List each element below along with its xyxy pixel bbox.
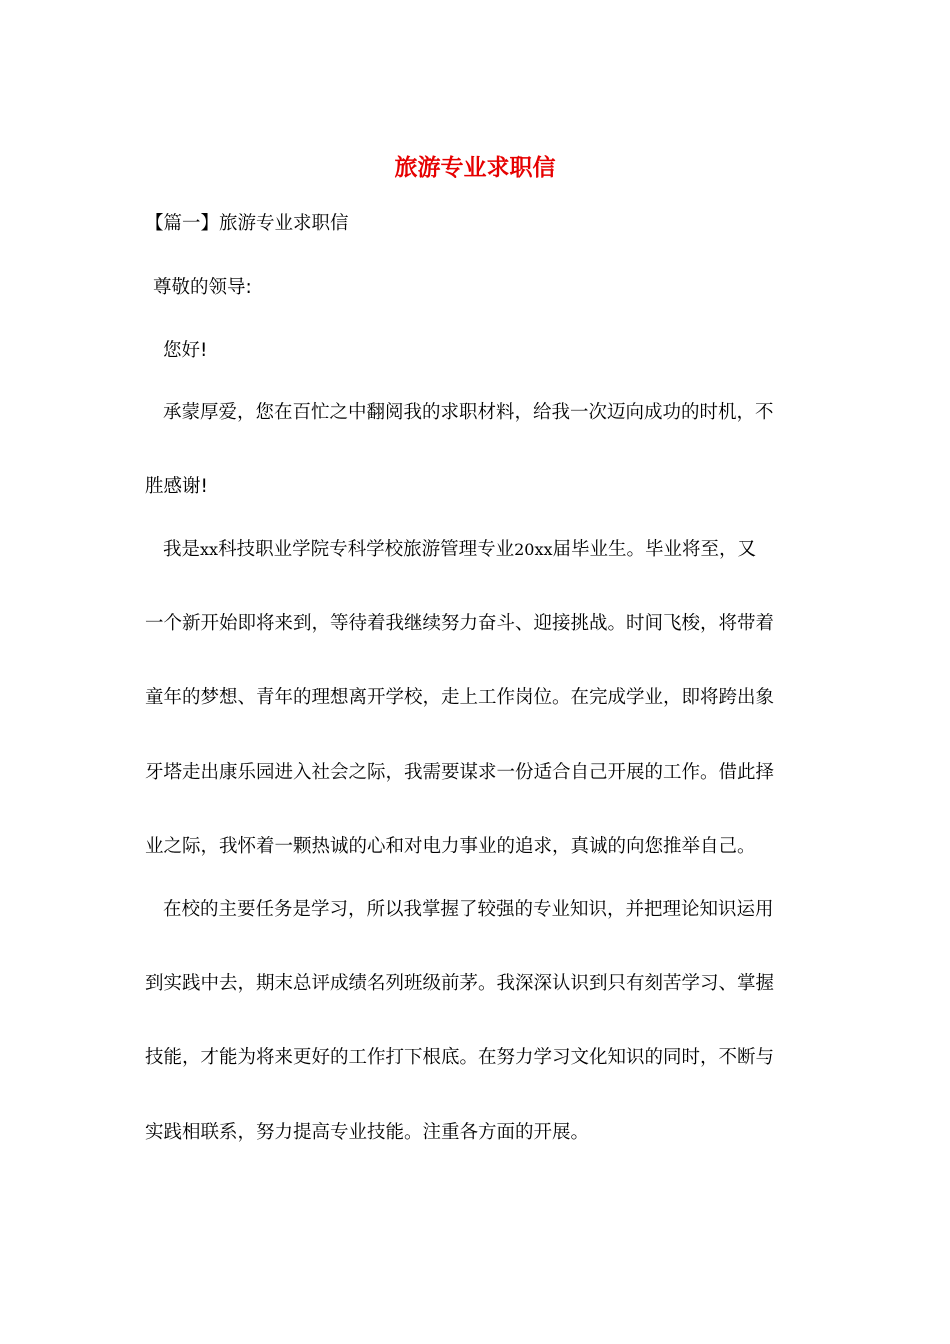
- salutation: 尊敬的领导:: [153, 277, 252, 298]
- text-run: xx: [200, 540, 219, 559]
- text-run: 届毕业生。毕业将至，又: [552, 539, 756, 560]
- paragraph-line: 到实践中去，期末总评成绩名列班级前茅。我深深认识到只有刻苦学习、掌握: [145, 973, 775, 994]
- text-run: 20xx: [514, 540, 553, 559]
- greeting: 您好!: [163, 340, 208, 361]
- paragraph-line: 童年的梦想、青年的理想离开学校，走上工作岗位。在完成学业，即将跨出象: [145, 687, 775, 708]
- document-title: 旅游专业求职信: [394, 154, 556, 181]
- section-heading: 【篇一】旅游专业求职信: [145, 213, 349, 234]
- paragraph-line: 一个新开始即将来到，等待着我继续努力奋斗、迎接挑战。时间飞梭，将带着: [145, 613, 775, 634]
- paragraph-line: 牙塔走出康乐园进入社会之际，我需要谋求一份适合自己开展的工作。借此择: [145, 762, 775, 783]
- paragraph-line: 承蒙厚爱，您在百忙之中翻阅我的求职材料，给我一次迈向成功的时机，不: [163, 402, 774, 423]
- paragraph-line: 在校的主要任务是学习，所以我掌握了较强的专业知识，并把理论知识运用: [163, 899, 774, 920]
- paragraph-line: [163, 537, 805, 563]
- paragraph-line: 技能，才能为将来更好的工作打下根底。在努力学习文化知识的同时，不断与: [145, 1047, 775, 1068]
- paragraph-line: 业之际，我怀着一颗热诚的心和对电力事业的追求，真诚的向您推举自己。: [145, 836, 756, 857]
- text-run: 我是: [163, 539, 201, 560]
- paragraph-line: 实践相联系，努力提高专业技能。注重各方面的开展。: [145, 1122, 590, 1143]
- paragraph-line: 胜感谢!: [145, 476, 208, 497]
- text-run: 科技职业学院专科学校旅游管理专业: [218, 539, 515, 560]
